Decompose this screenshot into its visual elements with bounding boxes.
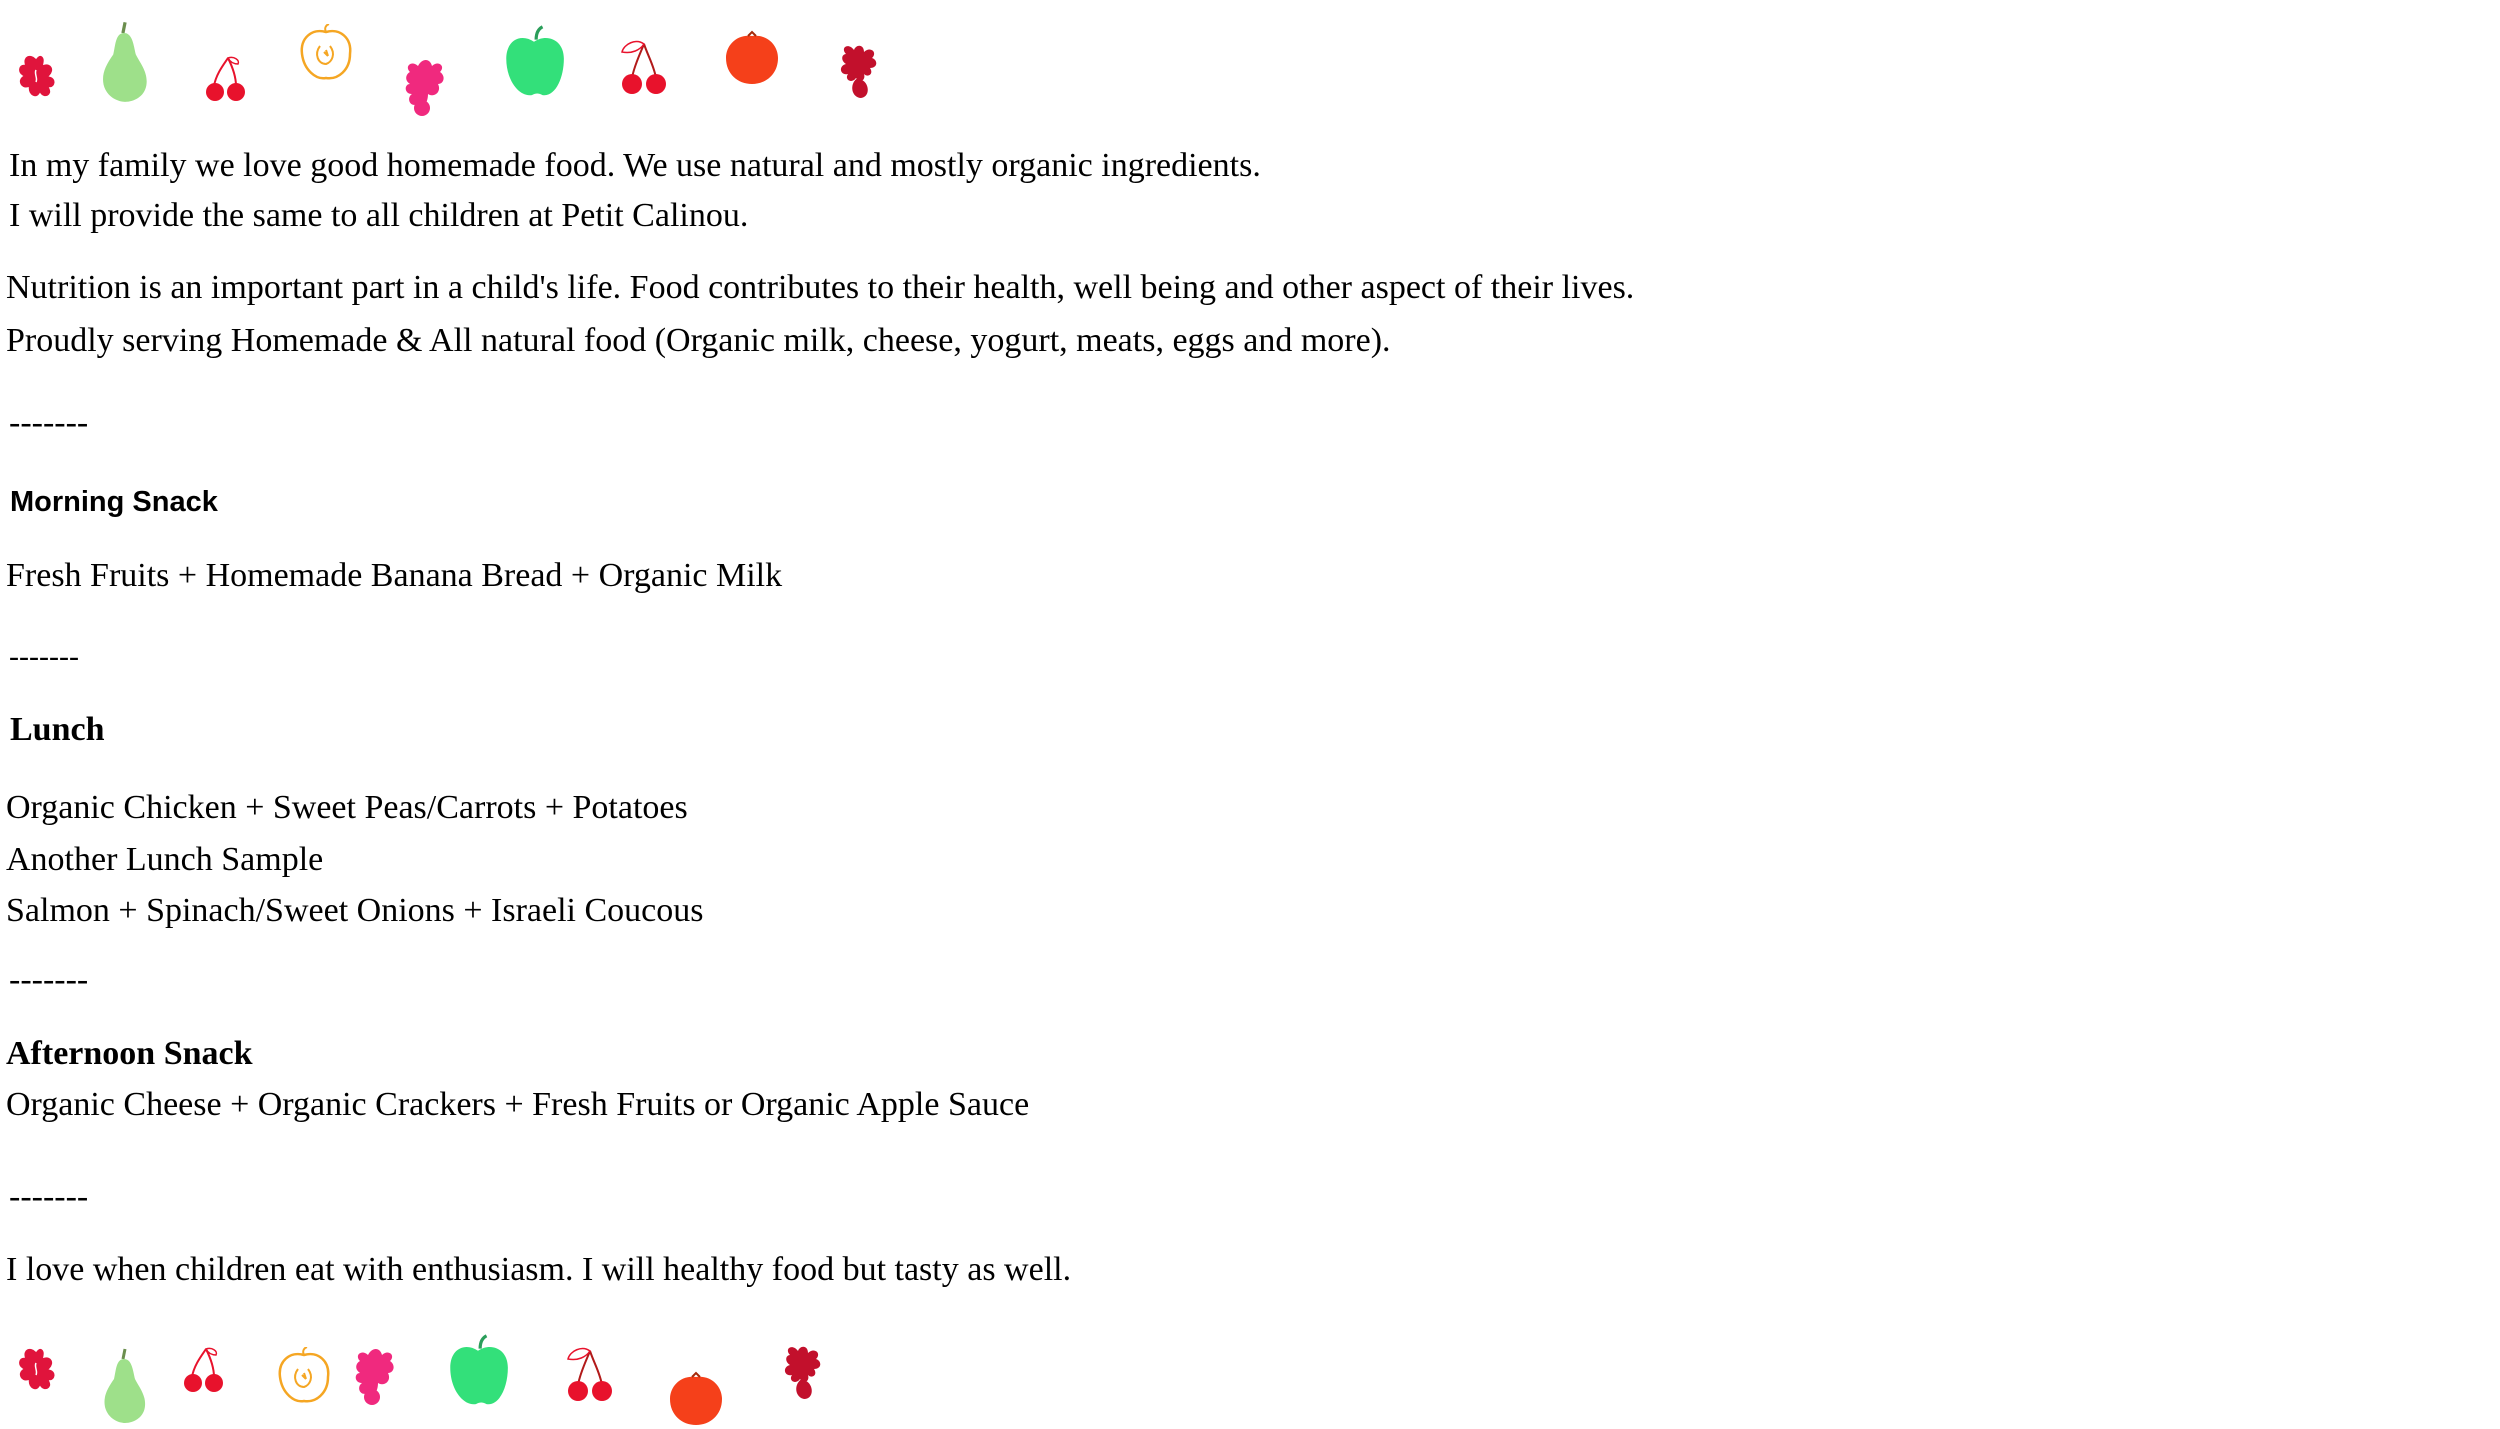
apple-slice-icon (296, 24, 356, 84)
divider: ------- (9, 961, 89, 998)
intro-line-2: I will provide the same to all children at Petit Calinou. (9, 197, 749, 234)
green-apple-icon (502, 24, 566, 100)
green-apple-icon (446, 1333, 510, 1409)
beet-icon (778, 1345, 828, 1405)
intro-line-1: In my family we love good homemade food. We use natural and mostly organic ingredients. (9, 147, 1261, 184)
divider: ------- (9, 404, 89, 441)
strawberry-icon (350, 1347, 400, 1407)
cherries-icon (560, 1347, 620, 1407)
strawberry-icon (400, 58, 450, 118)
cherry-icon (180, 1345, 230, 1395)
top-fruit-row (0, 10, 1000, 120)
divider: ------- (9, 640, 79, 673)
raspberry-icon (16, 52, 56, 102)
nutrition-line-1: Nutrition is an important part in a child's life. Food contributes to their health, well being and other aspect of their lives. (6, 269, 1635, 306)
lunch-line-3: Salmon + Spinach/Sweet Onions + Israeli Coucous (6, 892, 704, 929)
pear-icon (96, 1345, 152, 1425)
beet-icon (834, 44, 884, 104)
cherries-icon (614, 40, 674, 100)
lunch-line-1: Organic Chicken + Sweet Peas/Carrots + Potatoes (6, 789, 688, 826)
morning-snack-text: Fresh Fruits + Homemade Banana Bread + Organic Milk (6, 557, 783, 594)
nutrition-line-2: Proudly serving Homemade & All natural food (Organic milk, cheese, yogurt, meats, eggs and more). (6, 322, 1391, 359)
afternoon-snack-text: Organic Cheese + Organic Crackers + Fresh Fruits or Organic Apple Sauce (6, 1086, 1030, 1123)
morning-snack-heading: Morning Snack (10, 486, 218, 518)
closing-text: I love when children eat with enthusiasm. I will healthy food but tasty as well. (6, 1251, 1072, 1288)
raspberry-icon (16, 1345, 56, 1395)
lunch-heading: Lunch (10, 711, 105, 748)
pear-icon (96, 18, 152, 104)
cherry-icon (202, 54, 252, 104)
bottom-fruit-row (0, 1325, 1000, 1429)
afternoon-snack-heading: Afternoon Snack (6, 1035, 253, 1072)
apple-slice-icon (274, 1347, 334, 1407)
tomato-icon (666, 1369, 726, 1429)
lunch-line-2: Another Lunch Sample (6, 841, 324, 878)
tomato-icon (722, 28, 782, 88)
divider: ------- (9, 1178, 89, 1215)
